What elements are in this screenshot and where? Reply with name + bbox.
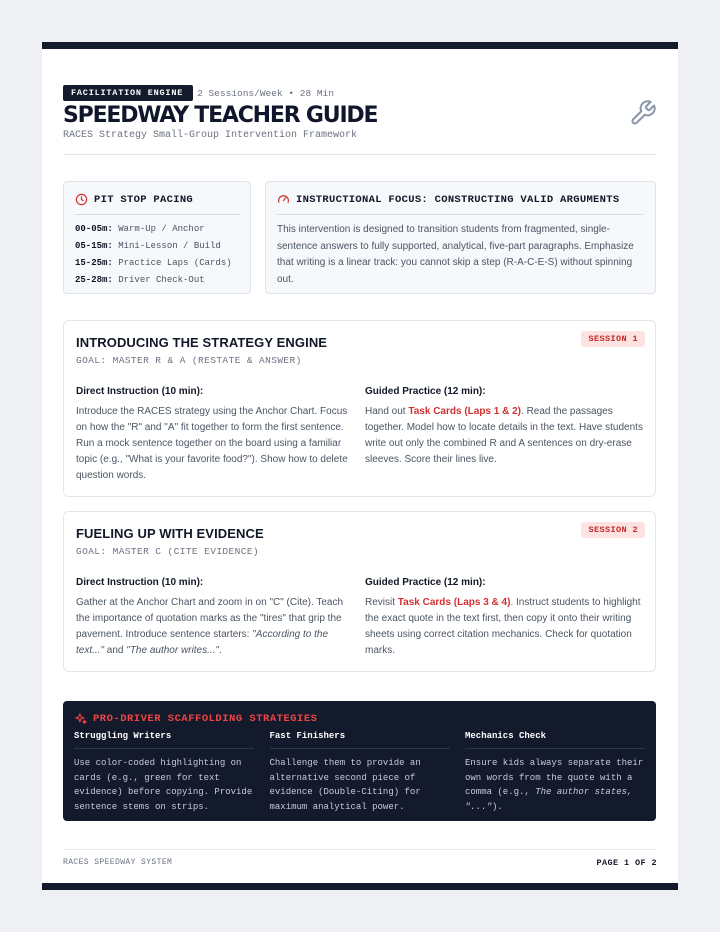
pit-stop-card — [63, 181, 251, 294]
pit-row: 05-15m: Mini-Lesson / Build — [75, 241, 221, 251]
direct-instruction-text: Gather at the Anchor Chart and zoom in on "C" (Cite). Teach the importance of quotation marks as the "tires" that grip the pavement. Introduce sentence starters: "According to the text..." and "The author writes...". — [76, 597, 344, 656]
direct-instruction-title: Direct Instruction (10 min): — [76, 386, 204, 397]
guided-practice-text: Hand out Task Cards (Laps 1 & 2). Read the passages together. Model how to locate details in the text. Have students write out only the combined R and A sentences on dry-erase sleeves. Score their lines live. — [365, 406, 643, 465]
sparkle-icon — [74, 712, 88, 726]
direct-instruction-title: Direct Instruction (10 min): — [76, 577, 204, 588]
guided-practice-title: Guided Practice (12 min): — [365, 577, 486, 588]
speedometer-icon — [277, 193, 290, 206]
task-cards-highlight: Task Cards (Laps 3 & 4) — [397, 597, 511, 608]
page-number: PAGE 1 OF 2 — [596, 858, 657, 868]
mechanics-check-col: Mechanics Check Ensure kids always separate their own words from the quote with a comma (e.g., The author states, "..."). — [465, 731, 644, 812]
guide-page — [42, 42, 678, 890]
session-1-title: INTRODUCING THE STRATEGY ENGINE — [76, 335, 328, 350]
fast-finishers-col: Fast Finishers Challenge them to provide an alternative second piece of evidence (Double-Citing) for maximum analytical power. — [270, 731, 450, 814]
pit-row: 15-25m: Practice Laps (Cards) — [75, 258, 232, 268]
session-meta: 2 Sessions/Week • 28 Min — [197, 87, 334, 99]
guided-practice-text: Revisit Task Cards (Laps 3 & 4). Instruct students to highlight the exact quote in the text first, then copy it onto their writing sheets using correct citation mechanics. Check for quotation marks. — [365, 597, 641, 656]
page-title: SPEEDWAY TEACHER GUIDE — [63, 103, 378, 128]
session-1-goal: GOAL: MASTER R & A (RESTATE & ANSWER) — [76, 355, 302, 366]
clock-icon — [75, 193, 88, 206]
task-cards-highlight: Task Cards (Laps 1 & 2) — [408, 406, 522, 417]
pro-driver-panel — [63, 701, 656, 821]
session-2-title: FUELING UP WITH EVIDENCE — [76, 526, 264, 541]
engine-badge: FACILITATION ENGINE — [63, 85, 193, 101]
pit-row: 00-05m: Warm-Up / Anchor — [75, 224, 205, 234]
header — [63, 77, 657, 155]
page-subtitle: RACES Strategy Small-Group Intervention Framework — [63, 130, 358, 141]
footer-system: RACES SPEEDWAY SYSTEM — [63, 858, 173, 867]
pro-driver-title: PRO-DRIVER SCAFFOLDING STRATEGIES — [93, 713, 318, 725]
pit-stop-title: PIT STOP PACING — [94, 193, 194, 206]
focus-card — [265, 181, 656, 294]
direct-instruction-text: Introduce the RACES strategy using the Anchor Chart. Focus on how the "R" and "A" fit together to form the first sentence. Run a mock sentence together on the board using a familiar topic (e.g., "What is your favorite food?"). Show how to delete question words. — [76, 406, 348, 481]
session-2-goal: GOAL: MASTER C (CITE EVIDENCE) — [76, 546, 260, 557]
pit-row: 25-28m: Driver Check-Out — [75, 275, 205, 285]
session-1-tag: SESSION 1 — [581, 331, 645, 347]
session-1-card — [63, 320, 656, 497]
footer — [63, 849, 657, 879]
guided-practice-title: Guided Practice (12 min): — [365, 386, 486, 397]
wrench-icon — [629, 99, 657, 127]
focus-text: This intervention is designed to transition students from fragmented, single-sentence answers to fully supported, analytical, five-part paragraphs. Emphasize that writing is a linear track: you cannot skip a step (R-A-C-E-S) without spinning out. — [277, 224, 634, 285]
session-2-tag: SESSION 2 — [581, 522, 645, 538]
focus-title: INSTRUCTIONAL FOCUS: CONSTRUCTING VALID ARGUMENTS — [296, 193, 620, 206]
struggling-writers-col: Struggling Writers Use color-coded highlighting on cards (e.g., green for text evidence) before copying. Provide sentence stems on strips. — [74, 731, 253, 812]
session-2-card — [63, 511, 656, 672]
